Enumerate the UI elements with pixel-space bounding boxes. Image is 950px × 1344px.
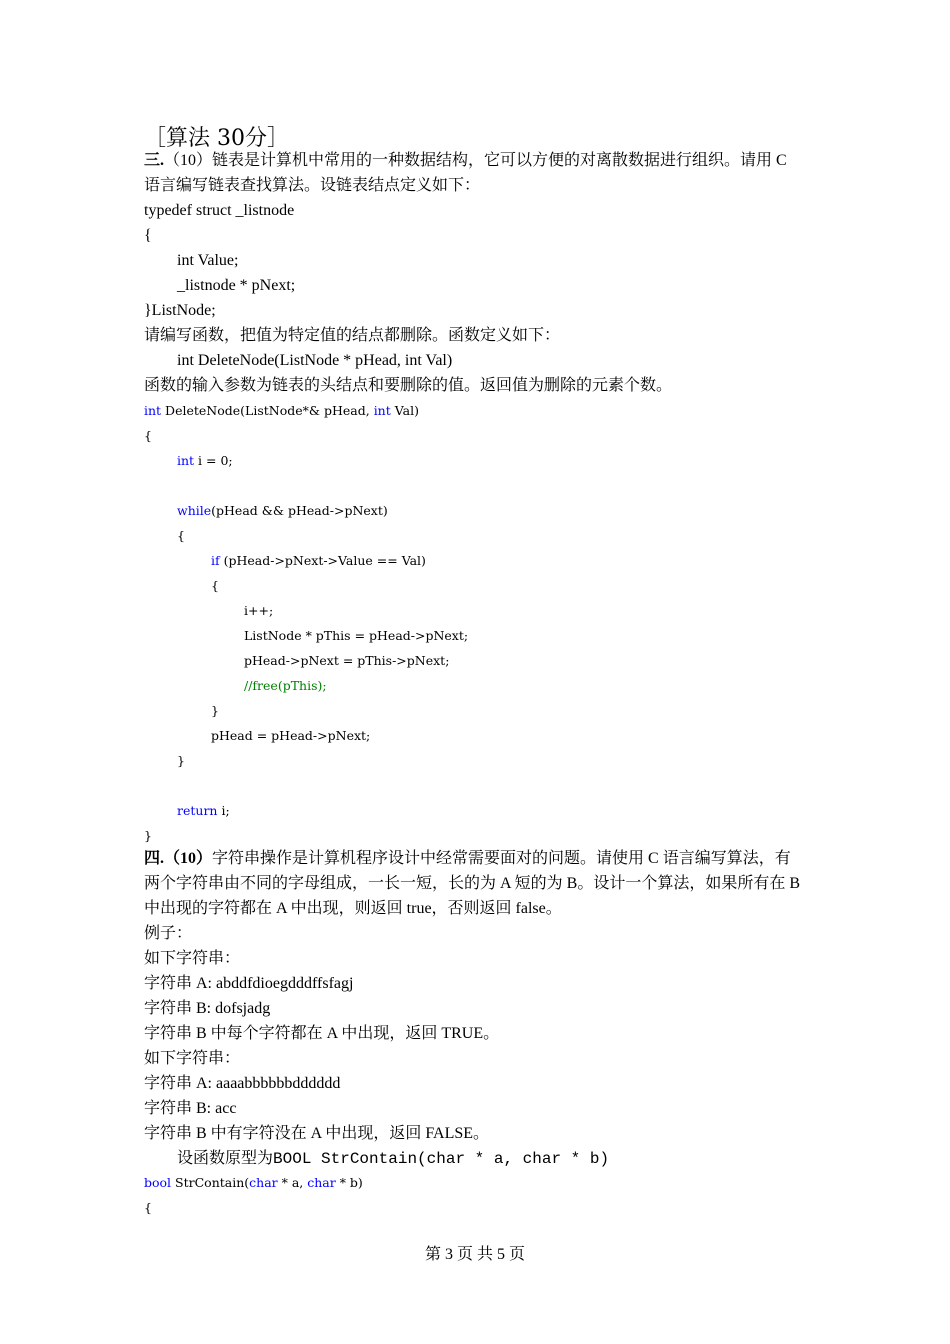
example1-result: 字符串 B 中每个字符都在 A 中出现，返回 TRUE。 <box>144 1025 500 1042</box>
code-line: pHead = pHead->pNext; <box>211 728 371 743</box>
q3-intro-line2: 语言编写链表查找算法。设链表结点定义如下： <box>144 177 481 194</box>
code-line: while(pHead && pHead->pNext) <box>177 503 388 518</box>
q4-line1: 四.（10）字符串操作是计算机程序设计中经常需要面对的问题。请使用 C 语言编写算法，有 <box>144 850 791 867</box>
q3-label: 三. <box>144 152 165 169</box>
q3-description: 函数的输入参数为链表的头结点和要删除的值。返回值为删除的元素个数。 <box>144 377 673 394</box>
q3-intro-line1: 三.（10）链表是计算机中常用的一种数据结构，它可以方便的对离散数据进行组织。请用 C <box>144 152 787 169</box>
struct-line: _listnode * pNext; <box>177 277 296 294</box>
q4-prototype: 设函数原型为BOOL StrContain(char * a, char * b) <box>177 1150 610 1168</box>
code-line: bool StrContain(char * a, char * b) <box>144 1175 363 1190</box>
code-line: ListNode * pThis = pHead->pNext; <box>244 628 469 643</box>
example-label: 例子： <box>144 925 193 942</box>
example2-intro: 如下字符串： <box>144 1050 241 1067</box>
example1-intro: 如下字符串： <box>144 950 241 967</box>
code-line: { <box>177 528 185 543</box>
code-line: } <box>211 703 219 718</box>
code-line: { <box>211 578 219 593</box>
struct-line: }ListNode; <box>144 302 216 319</box>
code-line: } <box>177 753 185 768</box>
q4-line2: 两个字符串由不同的字母组成，一长一短，长的为 A 短的为 B。设计一个算法，如果所有在 B <box>144 875 801 892</box>
struct-line: { <box>144 227 152 244</box>
q4-label: 四.（10） <box>144 850 213 867</box>
q3-signature: int DeleteNode(ListNode * pHead, int Val) <box>177 352 453 369</box>
page-footer: 第 3 页 共 5 页 <box>424 1246 525 1263</box>
struct-line: int Value; <box>177 252 239 269</box>
struct-line: typedef struct _listnode <box>144 202 295 219</box>
example1-string-b: 字符串 B: dofsjadg <box>144 1000 271 1017</box>
code-line: } <box>144 828 152 843</box>
section-title: ［算法 30分］ <box>144 126 289 151</box>
example2-result: 字符串 B 中有字符没在 A 中出现，返回 FALSE。 <box>144 1125 490 1142</box>
code-line: int DeleteNode(ListNode*& pHead, int Val) <box>144 403 419 418</box>
code-line: { <box>144 428 152 443</box>
code-line: return i; <box>177 803 230 818</box>
code-line: i++; <box>244 603 274 618</box>
code-line: if (pHead->pNext->Value == Val) <box>211 553 426 568</box>
code-line: { <box>144 1200 152 1215</box>
example2-string-b: 字符串 B: acc <box>144 1100 237 1117</box>
q4-line3: 中出现的字符都在 A 中出现，则返回 true，否则返回 false。 <box>144 900 562 917</box>
q3-task: 请编写函数，把值为特定值的结点都删除。函数定义如下： <box>144 327 561 344</box>
code-line: int i = 0; <box>177 453 233 468</box>
example1-string-a: 字符串 A: abddfdioegdddffsfagj <box>144 975 354 992</box>
code-comment: //free(pThis); <box>244 678 327 693</box>
code-line: pHead->pNext = pThis->pNext; <box>244 653 450 668</box>
example2-string-a: 字符串 A: aaaabbbbbbdddddd <box>144 1075 341 1092</box>
